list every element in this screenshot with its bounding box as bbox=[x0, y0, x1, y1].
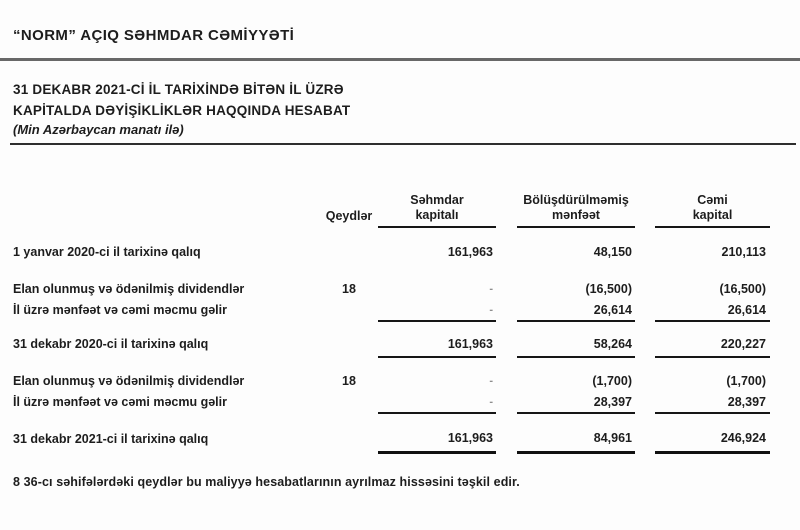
report-title bbox=[13, 79, 800, 121]
row-label: Elan olunmuş və ödənilmiş dividendlər bbox=[13, 282, 245, 296]
table-row bbox=[13, 391, 770, 413]
share-capital-value: - bbox=[489, 283, 493, 295]
table-row bbox=[13, 299, 770, 321]
row-note bbox=[320, 241, 378, 263]
row-note: 18 bbox=[342, 374, 356, 388]
retained-earnings-value: (16,500) bbox=[585, 282, 632, 296]
total-capital-value: 28,397 bbox=[655, 391, 770, 413]
retained-earnings-value: 26,614 bbox=[517, 299, 635, 321]
footnote: 8 36-cı səhifələrdəki qeydlər bu maliyyə hesabatlarının ayrılmaz hissəsini təşkil edir. bbox=[13, 474, 520, 489]
total-capital-value: (1,700) bbox=[726, 374, 766, 388]
table-row bbox=[13, 241, 770, 263]
header-empty-cell bbox=[13, 181, 320, 227]
header-notes: Qeydlər bbox=[325, 209, 373, 223]
row-label: 31 dekabr 2020-ci il tarixinə qalıq bbox=[13, 337, 209, 351]
total-capital-value: 26,614 bbox=[655, 299, 770, 321]
table-row bbox=[13, 279, 770, 299]
share-capital-value: 161,963 bbox=[447, 245, 493, 259]
row-note bbox=[320, 331, 378, 357]
row-note: 18 bbox=[342, 282, 356, 296]
total-capital-value: 220,227 bbox=[655, 331, 770, 357]
row-note bbox=[320, 391, 378, 413]
row-note bbox=[320, 425, 378, 452]
share-capital-value: - bbox=[378, 299, 496, 321]
retained-earnings-value: 48,150 bbox=[593, 245, 632, 259]
report-title-line2: KAPİTALDA DƏYİŞİKLİKLƏR HAQQINDA HESABAT bbox=[13, 103, 351, 118]
title-divider-rule bbox=[0, 58, 800, 61]
header-gap bbox=[635, 181, 655, 227]
table-header-row bbox=[13, 181, 770, 227]
header-total-capital: Cəmi kapital bbox=[655, 181, 770, 227]
total-capital-value: 210,113 bbox=[721, 245, 766, 259]
row-label: İl üzrə mənfəət və cəmi məcmu gəlir bbox=[13, 395, 227, 409]
share-capital-value: - bbox=[489, 375, 493, 387]
equity-changes-table bbox=[13, 181, 770, 454]
header-share-capital: Səhmdar kapitalı bbox=[378, 181, 496, 227]
spacer-row bbox=[13, 321, 770, 331]
row-label: 1 yanvar 2020-ci il tarixinə qalıq bbox=[13, 245, 201, 259]
total-capital-value: 246,924 bbox=[655, 425, 770, 452]
row-label: Elan olunmuş və ödənilmiş dividendlər bbox=[13, 374, 245, 388]
currency-note: (Min Azərbaycan manatı ilə) bbox=[13, 122, 184, 137]
spacer-row bbox=[13, 357, 770, 371]
table-row bbox=[13, 425, 770, 452]
report-title-line1: 31 DEKABR 2021-Cİ İL TARİXİNDƏ BİTƏN İL ÜZRƏ bbox=[13, 82, 344, 97]
company-title: “NORM” AÇIQ SƏHMDAR CƏMİYYƏTİ bbox=[13, 27, 295, 44]
spacer-row bbox=[13, 263, 770, 279]
spacer-row bbox=[13, 227, 770, 241]
spacer-row bbox=[13, 413, 770, 425]
share-capital-value: 161,963 bbox=[378, 331, 496, 357]
retained-earnings-value: 28,397 bbox=[517, 391, 635, 413]
share-capital-value: - bbox=[378, 391, 496, 413]
row-note bbox=[320, 299, 378, 321]
retained-earnings-value: (1,700) bbox=[592, 374, 632, 388]
row-label: İl üzrə mənfəət və cəmi məcmu gəlir bbox=[13, 303, 227, 317]
table-row bbox=[13, 331, 770, 357]
header-gap bbox=[496, 181, 517, 227]
total-capital-value: (16,500) bbox=[719, 282, 766, 296]
table-row bbox=[13, 371, 770, 391]
subtitle-divider-rule bbox=[10, 143, 796, 145]
retained-earnings-value: 58,264 bbox=[517, 331, 635, 357]
share-capital-value: 161,963 bbox=[378, 425, 496, 452]
retained-earnings-value: 84,961 bbox=[517, 425, 635, 452]
header-retained-earnings: Bölüşdürülməmiş mənfəət bbox=[517, 181, 635, 227]
row-label: 31 dekabr 2021-ci il tarixinə qalıq bbox=[13, 431, 209, 446]
